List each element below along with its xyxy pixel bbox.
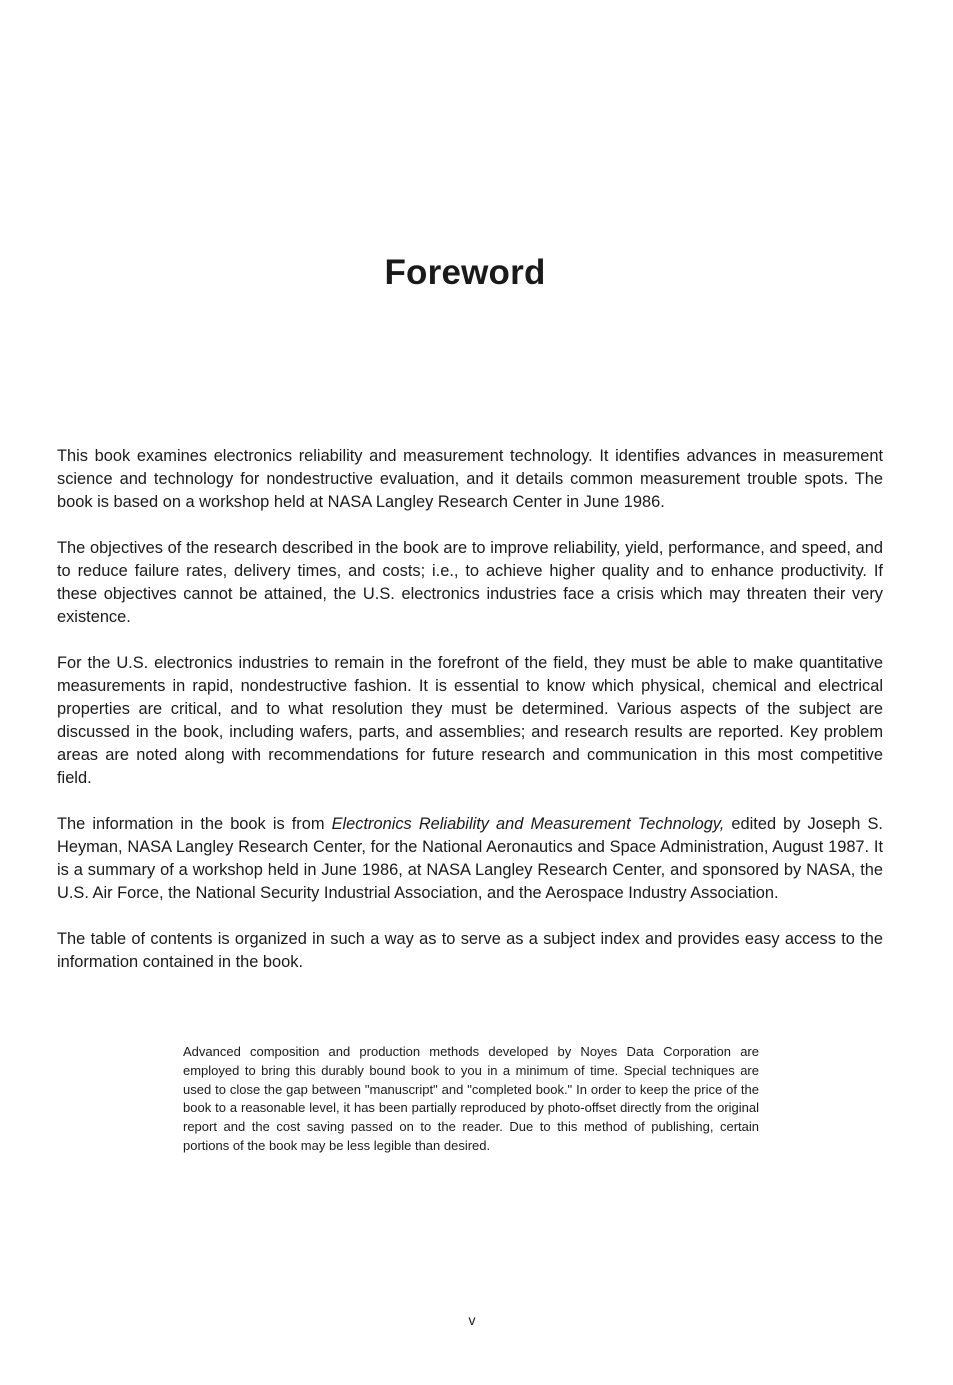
paragraph-contents: The table of contents is organized in such a way as to serve as a subject index and provides easy access to the information contained in the book. [57, 930, 883, 971]
foreword-body [57, 445, 883, 997]
page-number: v [468, 1312, 476, 1328]
source-text-before: The information in the book is from [57, 815, 332, 833]
page-title: Foreword [384, 253, 546, 292]
publisher-note: Advanced composition and production methods developed by Noyes Data Corporation are employed to bring this durably bound book to you in a minimum of time. Special techniques are used to close the gap between "manuscript" and "completed book." In order to keep the price of the book to a reasonable level, it has been partially reproduced by photo-offset directly from the original report and the cost saving passed on to the reader. Due to this method of publishing, certain portions of the book may be less legible than desired. [183, 1044, 759, 1153]
paragraph-overview: This book examines electronics reliability and measurement technology. It identifies advances in measurement science and technology for nondestructive evaluation, and it details common measurement trouble spots. The book is based on a workshop held at NASA Langley Research Center in June 1986. [57, 447, 883, 511]
paragraph-source [57, 813, 883, 905]
paragraph-objectives: The objectives of the research described in the book are to improve reliability, yield, performance, and speed, and to reduce failure rates, delivery times, and costs; i.e., to achieve higher quality and to enhance productivity. If these objectives cannot be attained, the U.S. electronics industries face a crisis which may threaten their very existence. [57, 539, 883, 626]
source-title: Electronics Reliability and Measurement Technology, [331, 815, 725, 833]
paragraph-measurements: For the U.S. electronics industries to remain in the forefront of the field, they must be able to make quantitative measurements in rapid, nondestructive fashion. It is essential to know which physical, chemical and electrical properties are critical, and to what resolution they must be determined. Various aspects of the subject are discussed in the book, including wafers, parts, and assemblies; and research results are reported. Key problem areas are noted along with recommendations for future research and communication in this most competitive field. [57, 654, 883, 787]
source-text-after: edited by Joseph S. Heyman, NASA Langley Research Center, for the National Aeronautics and Space Administration, August 1987. It is a summary of a workshop held in June 1986, at NASA Langley Research Center, and sponsored by NASA, the U.S. Air Force, the National Security Industrial Association, and the Aerospace Industry Association. [57, 815, 883, 902]
